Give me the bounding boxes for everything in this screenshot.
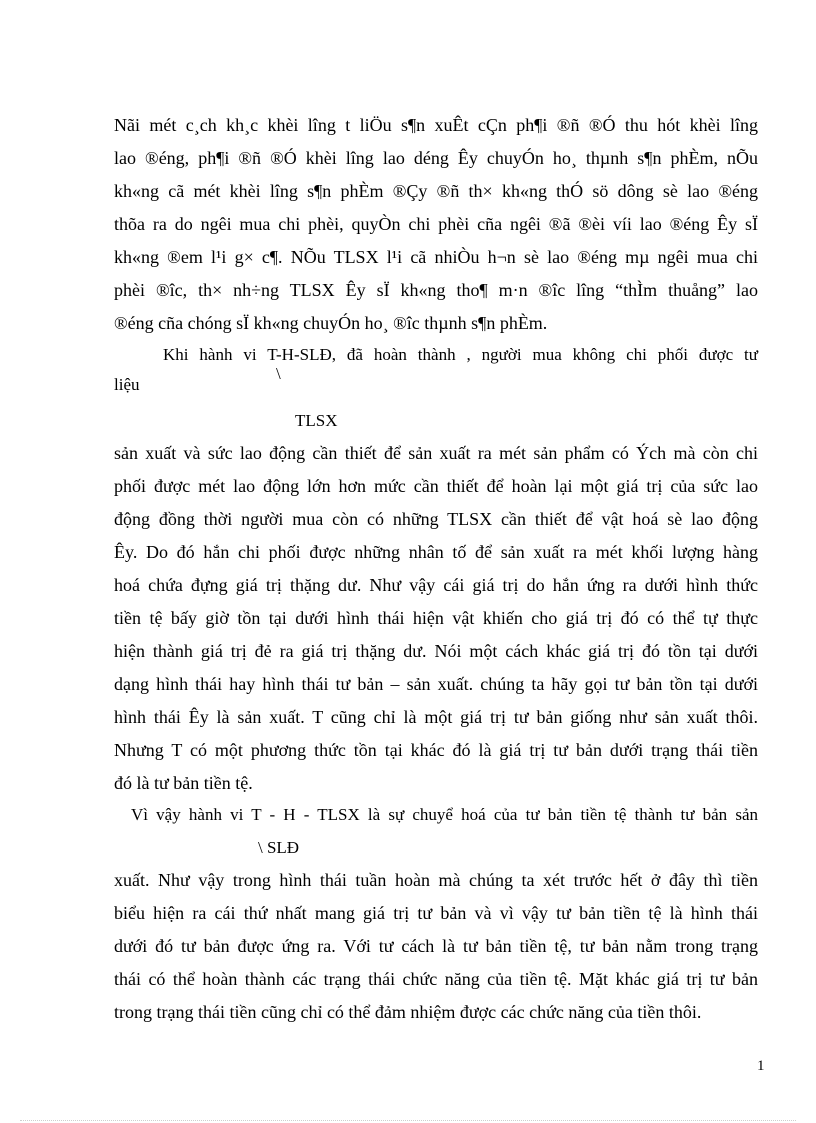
body-text-line: phối được mét lao động lớn hơn mức cần thiết để hoàn lại một giá trị của sức lao <box>114 476 758 496</box>
body-text-line: ®éng cña chóng sÏ kh«ng chuyÓn ho¸ ®îc thµnh s¶n phÈm. <box>114 313 548 333</box>
page-bottom-rule <box>20 1120 796 1121</box>
body-text-line: đó là tư bản tiền tệ. <box>114 773 253 793</box>
body-text-line: kh«ng cã mét khèi lîng s¶n phÈm ®Çy ®ñ th× kh«ng thÓ sö dông sè lao ®éng <box>114 181 758 201</box>
body-text-line: Nãi mét c¸ch kh¸c khèi lîng t liÖu s¶n xuÊt cÇn ph¶i ®ñ ®Ó thu hót khèi lîng <box>114 115 758 135</box>
sld-label: \ SLĐ <box>258 838 300 857</box>
body-text-line: liệu <box>114 375 140 394</box>
body-text-line: xuất. Như vậy trong hình thái tuần hoàn mà chúng ta xét trước hết ở đây thì tiền <box>114 870 758 890</box>
body-text-line: Vì vậy hành vi T - H - TLSX là sự chuyể hoá của tư bản tiền tệ thành tư bản sản <box>131 805 758 824</box>
body-text-line: động đồng thời người mua còn có những TLSX cần thiết để vật hoá sè lao động <box>114 509 758 529</box>
body-text-line: thõa ra do ngêi mua chi phèi, quyÒn chi phèi cña ngêi ®ã ®èi víi lao ®éng Êy sÏ <box>114 214 758 234</box>
body-text-line: Khi hành vi T-H-SLĐ, đã hoàn thành , người mua không chi phối được tư <box>163 345 758 364</box>
body-text-line: kh«ng ®em l¹i g× c¶. NÕu TLSX l¹i cã nhiÒu h¬n sè lao ®éng mµ ngêi mua chi <box>114 247 758 267</box>
page-number: 1 <box>757 1058 765 1074</box>
body-text-line: Nhưng T có một phương thức tồn tại khác đó là giá trị tư bản dưới trạng thái tiền <box>114 740 758 760</box>
body-text-line: dưới đó tư bản được ứng ra. Với tư cách là tư bản tiền tệ, tư bản nằm trong trạng <box>114 936 758 956</box>
tlsx-label: TLSX <box>295 411 338 430</box>
body-text-line: hình thái Êy là sản xuất. T cũng chỉ là một giá trị tư bản giống như sản xuất thôi. <box>114 707 758 727</box>
body-text-line: lao ®éng, ph¶i ®ñ ®Ó khèi lîng lao déng Êy chuyÓn ho¸ thµnh s¶n phÈm, nÕu <box>114 148 758 168</box>
body-text-line: hoá chứa đựng giá trị thặng dư. Như vậy cái giá trị do hắn ứng ra dưới hình thức <box>114 575 758 595</box>
body-text-line: tiền tệ bấy giờ tồn tại dưới hình thái hiện vật khiến cho giá trị đó có thể tự thực <box>114 608 758 628</box>
body-text-line: Êy. Do đó hắn chi phối được những nhân tố để sản xuất ra mét khối lượng hàng <box>114 542 758 562</box>
body-text-line: phèi ®îc, th× nh÷ng TLSX Êy sÏ kh«ng tho¶ m·n ®îc lîng “thÌm thuång” lao <box>114 280 758 300</box>
body-text-line: hiện thành giá trị đẻ ra giá trị thặng dư. Nói một cách khác giá trị đó tồn tại dưới <box>114 641 758 661</box>
body-text-line: thái có thể hoàn thành các trạng thái chức năng của tiền tệ. Mặt khác giá trị tư bản <box>114 969 758 989</box>
body-text-line: trong trạng thái tiền cũng chỉ có thể đảm nhiệm được các chức năng của tiền thôi. <box>114 1002 702 1022</box>
body-text-line: sản xuất và sức lao động cần thiết để sản xuất ra mét sản phẩm có Ých mà còn chi <box>114 443 758 463</box>
body-text-line: dạng hình thái hay hình thái tư bản – sản xuất. chúng ta hãy gọi tư bản tồn tại dưới <box>114 674 758 694</box>
body-text-line: biểu hiện ra cái thứ nhất mang giá trị tư bản và vì vậy tư bản tiền tệ là hình thái <box>114 903 758 923</box>
slash-mark: \ <box>276 364 281 383</box>
